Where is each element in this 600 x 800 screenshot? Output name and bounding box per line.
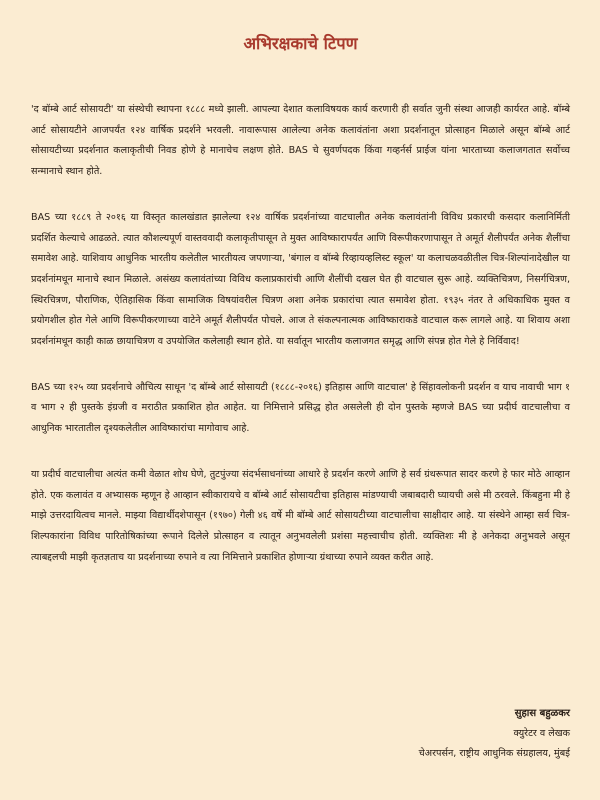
signature-block [419,704,570,764]
author-role: क्युरेटर व लेखक [513,728,570,739]
paragraph-4: या प्रदीर्घ वाटचालीचा अत्यंत कमी वेळात शोध घेणे, तुटपुंज्या संदर्भसाधनांच्या आधारे हे प्रदर्शन करणे आणि हे सर्व ग्रंथरूपात सादर करणे हे फार मोठे आव्हान होते. एक कलावंत व अभ्यासक म्हणून हे आव्हान स्वीकारायचे व बॉम्बे आर्ट सोसायटीचा इतिहास मांडण्याची जबाबदारी घ्यायची असे मी ठरवले. किंबहुना मी हे माझे उत्तरदायित्वच मानले. माझ्या विद्यार्थीदशेपासून (१९७०) गेली ४६ वर्षे मी बॉम्बे आर्ट सोसायटीच्या वाटचालीचा साक्षीदार आहे. या संस्थेने आम्हा सर्व चित्र-शिल्पकारांना विविध पारितोषिकांच्या रूपाने दिलेले प्रोत्साहन व त्यातून अनुभवलेली प्रशंसा महत्त्वाचीच होती. व्यक्तिशः मी हे अनेकदा अनुभवले असून त्याबद्दलची माझी कृतज्ञताच या प्रदर्शनाच्या रुपाने व त्या निमित्ताने प्रकाशित होणाऱ्या ग्रंथाच्या रुपाने व्यक्त करीत आहे. [31,468,570,563]
page-title: अभिरक्षकाचे टिपण [243,34,358,53]
curator-note-page [31,32,570,772]
paragraph-1: 'द बॉम्बे आर्ट सोसायटी' या संस्थेची स्थापना १८८८ मध्ये झाली. आपल्या देशात कलाविषयक कार्य करणारी ही सर्वात जुनी संस्था आजही कार्यरत आहे. बॉम्बे आर्ट सोसायटीने आजपर्यंत १२४ वार्षिक प्रदर्शने भरवली. नावारूपास आलेल्या अनेक कलावंतांना अशा प्रदर्शनातून प्रोत्साहन मिळाले असून बॉम्बे आर्ट सोसायटीच्या प्रदर्शनात कलाकृतीची निवड होणे हे मानाचेच लक्षण होते. BAS चे सुवर्णपदक किंवा गव्हर्नर्स प्राईज यांना भारताच्या कलाजगतात सर्वोच्च सन्मानाचे स्थान होते. [31,104,570,178]
paragraph-3: BAS च्या १२५ व्या प्रदर्शनाचे औचित्य साधून 'द बॉम्बे आर्ट सोसायटी (१८८८-२०१६) इतिहास आणि वाटचाल' हे सिंहावलोकनी प्रदर्शन व याच नावाची भाग १ व भाग २ ही पुस्तके इंग्रजी व मराठीत प्रकाशित होत आहेत. या निमित्ताने प्रसिद्ध होत असलेली ही दोन पुस्तके म्हणजे BAS च्या प्रदीर्घ वाटचालीचा व आधुनिक भारतातील दृश्यकलेतील आविष्कारांचा मागोवाच आहे. [31,381,570,435]
author-affiliation: चेअरपर्सन, राष्ट्रीय आधुनिक संग्रहालय, मुंबई [418,748,570,759]
paragraph-2: BAS च्या १८८९ ते २०१६ या विस्तृत कालखंडात झालेल्या १२४ वार्षिक प्रदर्शनांच्या वाटचालीत अनेक कलावंतांनी विविध प्रकारची कसदार कलानिर्मिती प्रदर्शित केल्याचे आढळते. त्यात कौशल्यपूर्ण वास्तववादी कलाकृतीपासून ते मुक्त आविष्कारापर्यंत आणि विरूपीकरणापासून ते अमूर्त शैलीपर्यंत अनेक शैलींचा समावेश आहे. याशिवाय आधुनिक भारतीय कलेतील भारतीयत्व जपणाऱ्या, 'बंगाल व बॉम्बे रिव्हायव्हलिस्ट स्कूल' या कलाचळवळीतील चित्र-शिल्पांनादेखील या प्रदर्शनांमधून मानाचे स्थान मिळाले. असंख्य कलावंतांच्या विविध कलाप्रकारांची आणि शैलींची दखल घेत ही वाटचाल सुरू आहे. व्यक्तिचित्रण, निसर्गचित्रण, स्थिरचित्रण, पौराणिक, ऐतिहासिक किंवा सामाजिक विषयांवरील चित्रण अशा अनेक प्रकारांचा त्यात समावेश होता. १९३५ नंतर ते अधिकाधिक मुक्त व प्रयोगशील होत गेले आणि विरूपीकरणाच्या वाटेने अमूर्त शैलीपर्यंत पोचले. आज ते संकल्पनात्मक आविष्काराकडे वाटचाल करू लागले आहे. या शिवाय अशा प्रदर्शनांमधून काही काळ छायाचित्रण व उपयोजित कलेलाही स्थान होते. या सर्वातून भारतीय कलाजगत समृद्ध आणि संपन्न होत गेले हे निर्विवाद! [31,211,570,348]
author-name: सुहास बहुळकर [514,708,570,719]
